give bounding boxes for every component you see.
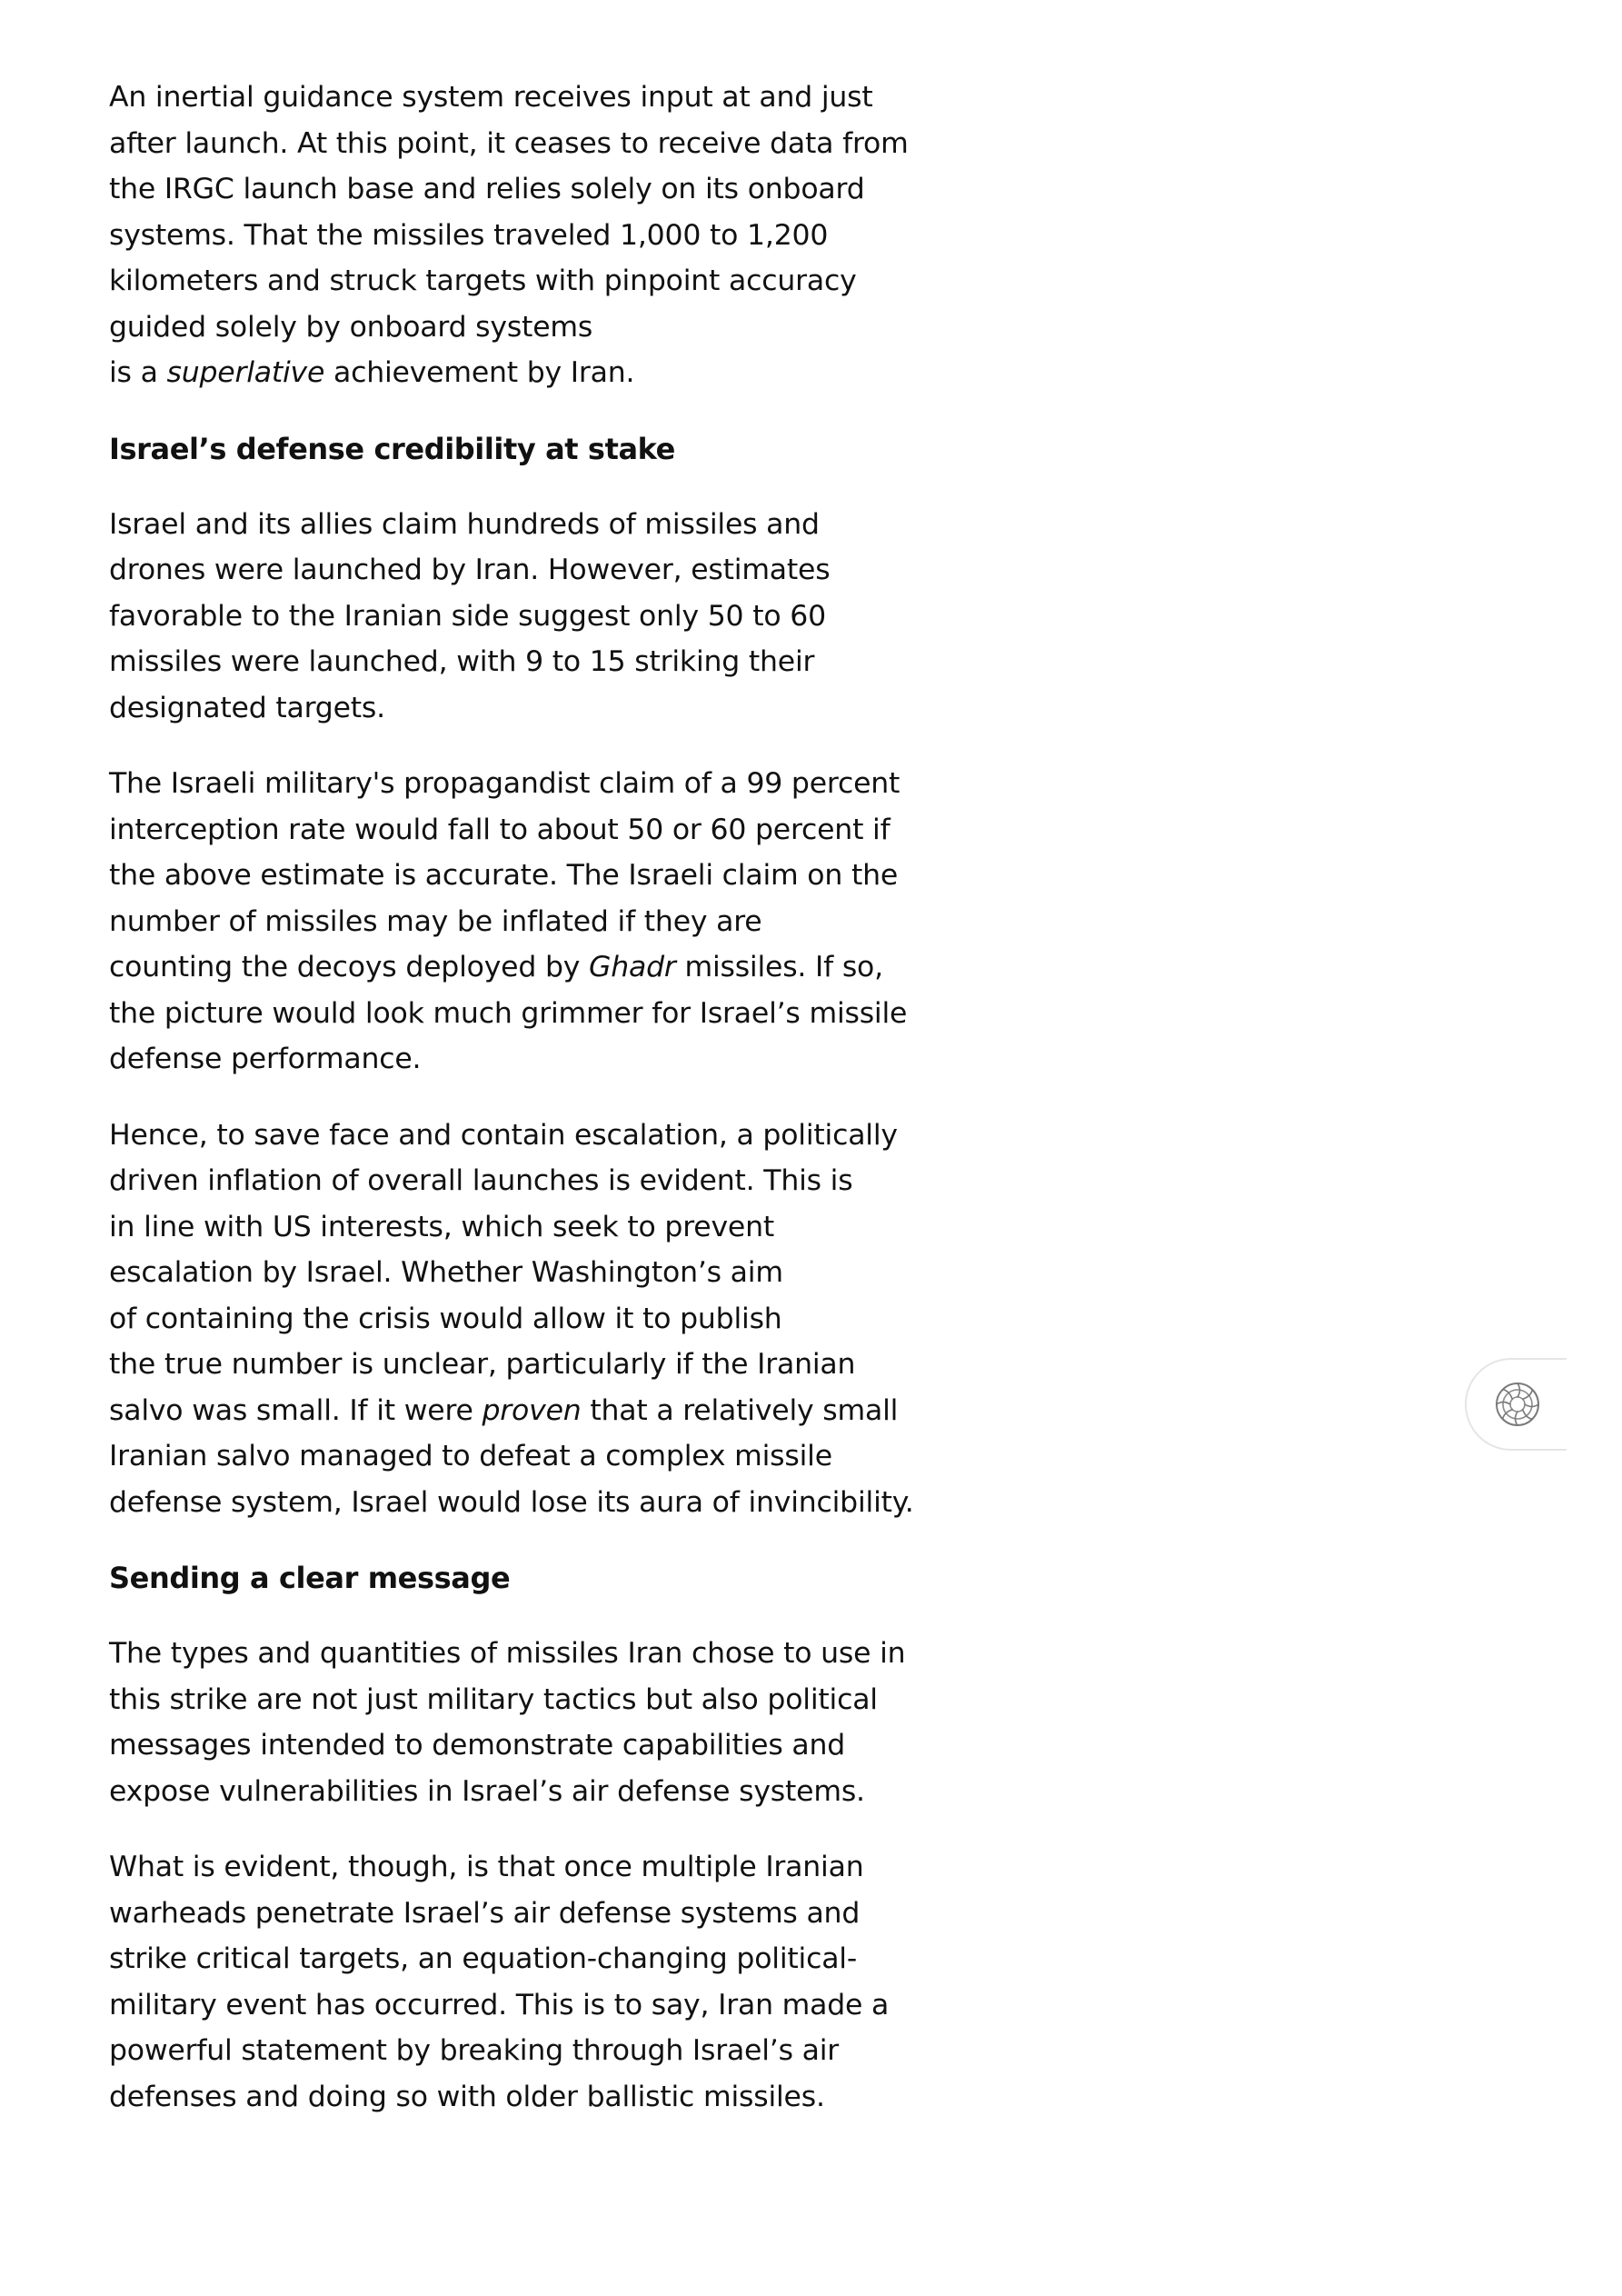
text-line: interception rate would fall to about 50 or 60 percent if	[109, 813, 891, 846]
article-body	[109, 75, 927, 2150]
text-line: designated targets.	[109, 691, 385, 724]
text-line: the IRGC launch base and relies solely on its onboard	[109, 173, 865, 205]
text-line: Hence, to save face and contain escalation, a politically	[109, 1118, 898, 1152]
paragraph-conclusion	[109, 1844, 927, 2120]
paragraph-inertial-guidance	[109, 75, 927, 396]
text-line: Israel and its allies claim hundreds of missiles and	[109, 507, 820, 541]
text-line: guided solely by onboard systems	[109, 310, 593, 344]
text-line: drones were launched by Iran. However, estimates	[109, 554, 831, 586]
text-fragment: counting the decoys deployed by	[109, 951, 590, 983]
text-line: powerful statement by breaking through Israel’s air	[109, 2034, 840, 2067]
text-line: messages intended to demonstrate capabilities and	[109, 1729, 846, 1762]
emphasis-ghadr: Ghadr	[589, 951, 676, 983]
text-fragment: that a relatively small	[581, 1393, 899, 1427]
text-fragment: salvo was small. If it were	[109, 1393, 483, 1427]
text-line: favorable to the Iranian side suggest only 50 to 60	[109, 599, 826, 633]
text-line: defense system, Israel would lose its aura of invincibility.	[109, 1485, 914, 1519]
text-line: warheads penetrate Israel’s air defense systems and	[109, 1896, 861, 1930]
text-line: systems. That the missiles traveled 1,000 to 1,200	[109, 218, 829, 252]
text-line: the above estimate is accurate. The Israeli claim on the	[109, 859, 899, 892]
text-line: of containing the crisis would allow it to publish	[109, 1302, 782, 1335]
paragraph-launch-estimates	[109, 502, 927, 732]
text-line: the true number is unclear, particularly if the Iranian	[109, 1348, 856, 1381]
side-widget-button[interactable]	[1465, 1358, 1567, 1451]
text-line: An inertial guidance system receives input at and just	[109, 81, 873, 114]
text-line: this strike are not just military tactics but also political	[109, 1682, 878, 1716]
paragraph-save-face	[109, 1113, 927, 1526]
text-line: missiles were launched, with 9 to 15 striking their	[109, 645, 815, 678]
text-line: The types and quantities of missiles Iran chose to use in	[109, 1637, 906, 1670]
text-fragment: missiles. If so,	[675, 951, 883, 983]
text-line: escalation by Israel. Whether Washington’s aim	[109, 1256, 783, 1289]
text-line: The Israeli military's propagandist claim of a 99 percent	[109, 767, 901, 800]
paragraph-interception-rate	[109, 761, 927, 1083]
text-line: expose vulnerabilities in Israel’s air defense systems.	[109, 1774, 865, 1808]
text-line: military event has occurred. This is to say, Iran made a	[109, 1988, 890, 2021]
text-line: defense performance.	[109, 1043, 422, 1075]
text-line: defenses and doing so with older ballistic missiles.	[109, 2080, 825, 2113]
text-line: kilometers and struck targets with pinpoint accuracy	[109, 265, 857, 297]
section-heading-clear-message: Sending a clear message	[109, 1561, 511, 1595]
text-line	[109, 1388, 927, 1434]
text-line	[109, 350, 927, 396]
text-line: after launch. At this point, it ceases to receive data from	[109, 126, 909, 160]
text-line: What is evident, though, is that once multiple Iranian	[109, 1851, 864, 1883]
text-line: strike critical targets, an equation-changing political-	[109, 1942, 858, 1975]
ornament-logo-icon	[1494, 1381, 1541, 1428]
text-line: the picture would look much grimmer for Israel’s missile	[109, 996, 908, 1030]
text-fragment: is a	[109, 356, 167, 389]
text-line	[109, 944, 927, 991]
paragraph-missile-types	[109, 1631, 927, 1814]
text-line: Iranian salvo managed to defeat a complex missile	[109, 1440, 832, 1472]
text-line: number of missiles may be inflated if they are	[109, 904, 762, 938]
section-heading-defense-credibility: Israel’s defense credibility at stake	[109, 431, 675, 466]
text-line: driven inflation of overall launches is evident. This is	[109, 1164, 853, 1197]
text-line: in line with US interests, which seek to prevent	[109, 1210, 774, 1243]
emphasis-proven: proven	[482, 1393, 582, 1427]
text-fragment: achievement by Iran.	[324, 356, 635, 389]
emphasis-superlative: superlative	[166, 356, 325, 389]
